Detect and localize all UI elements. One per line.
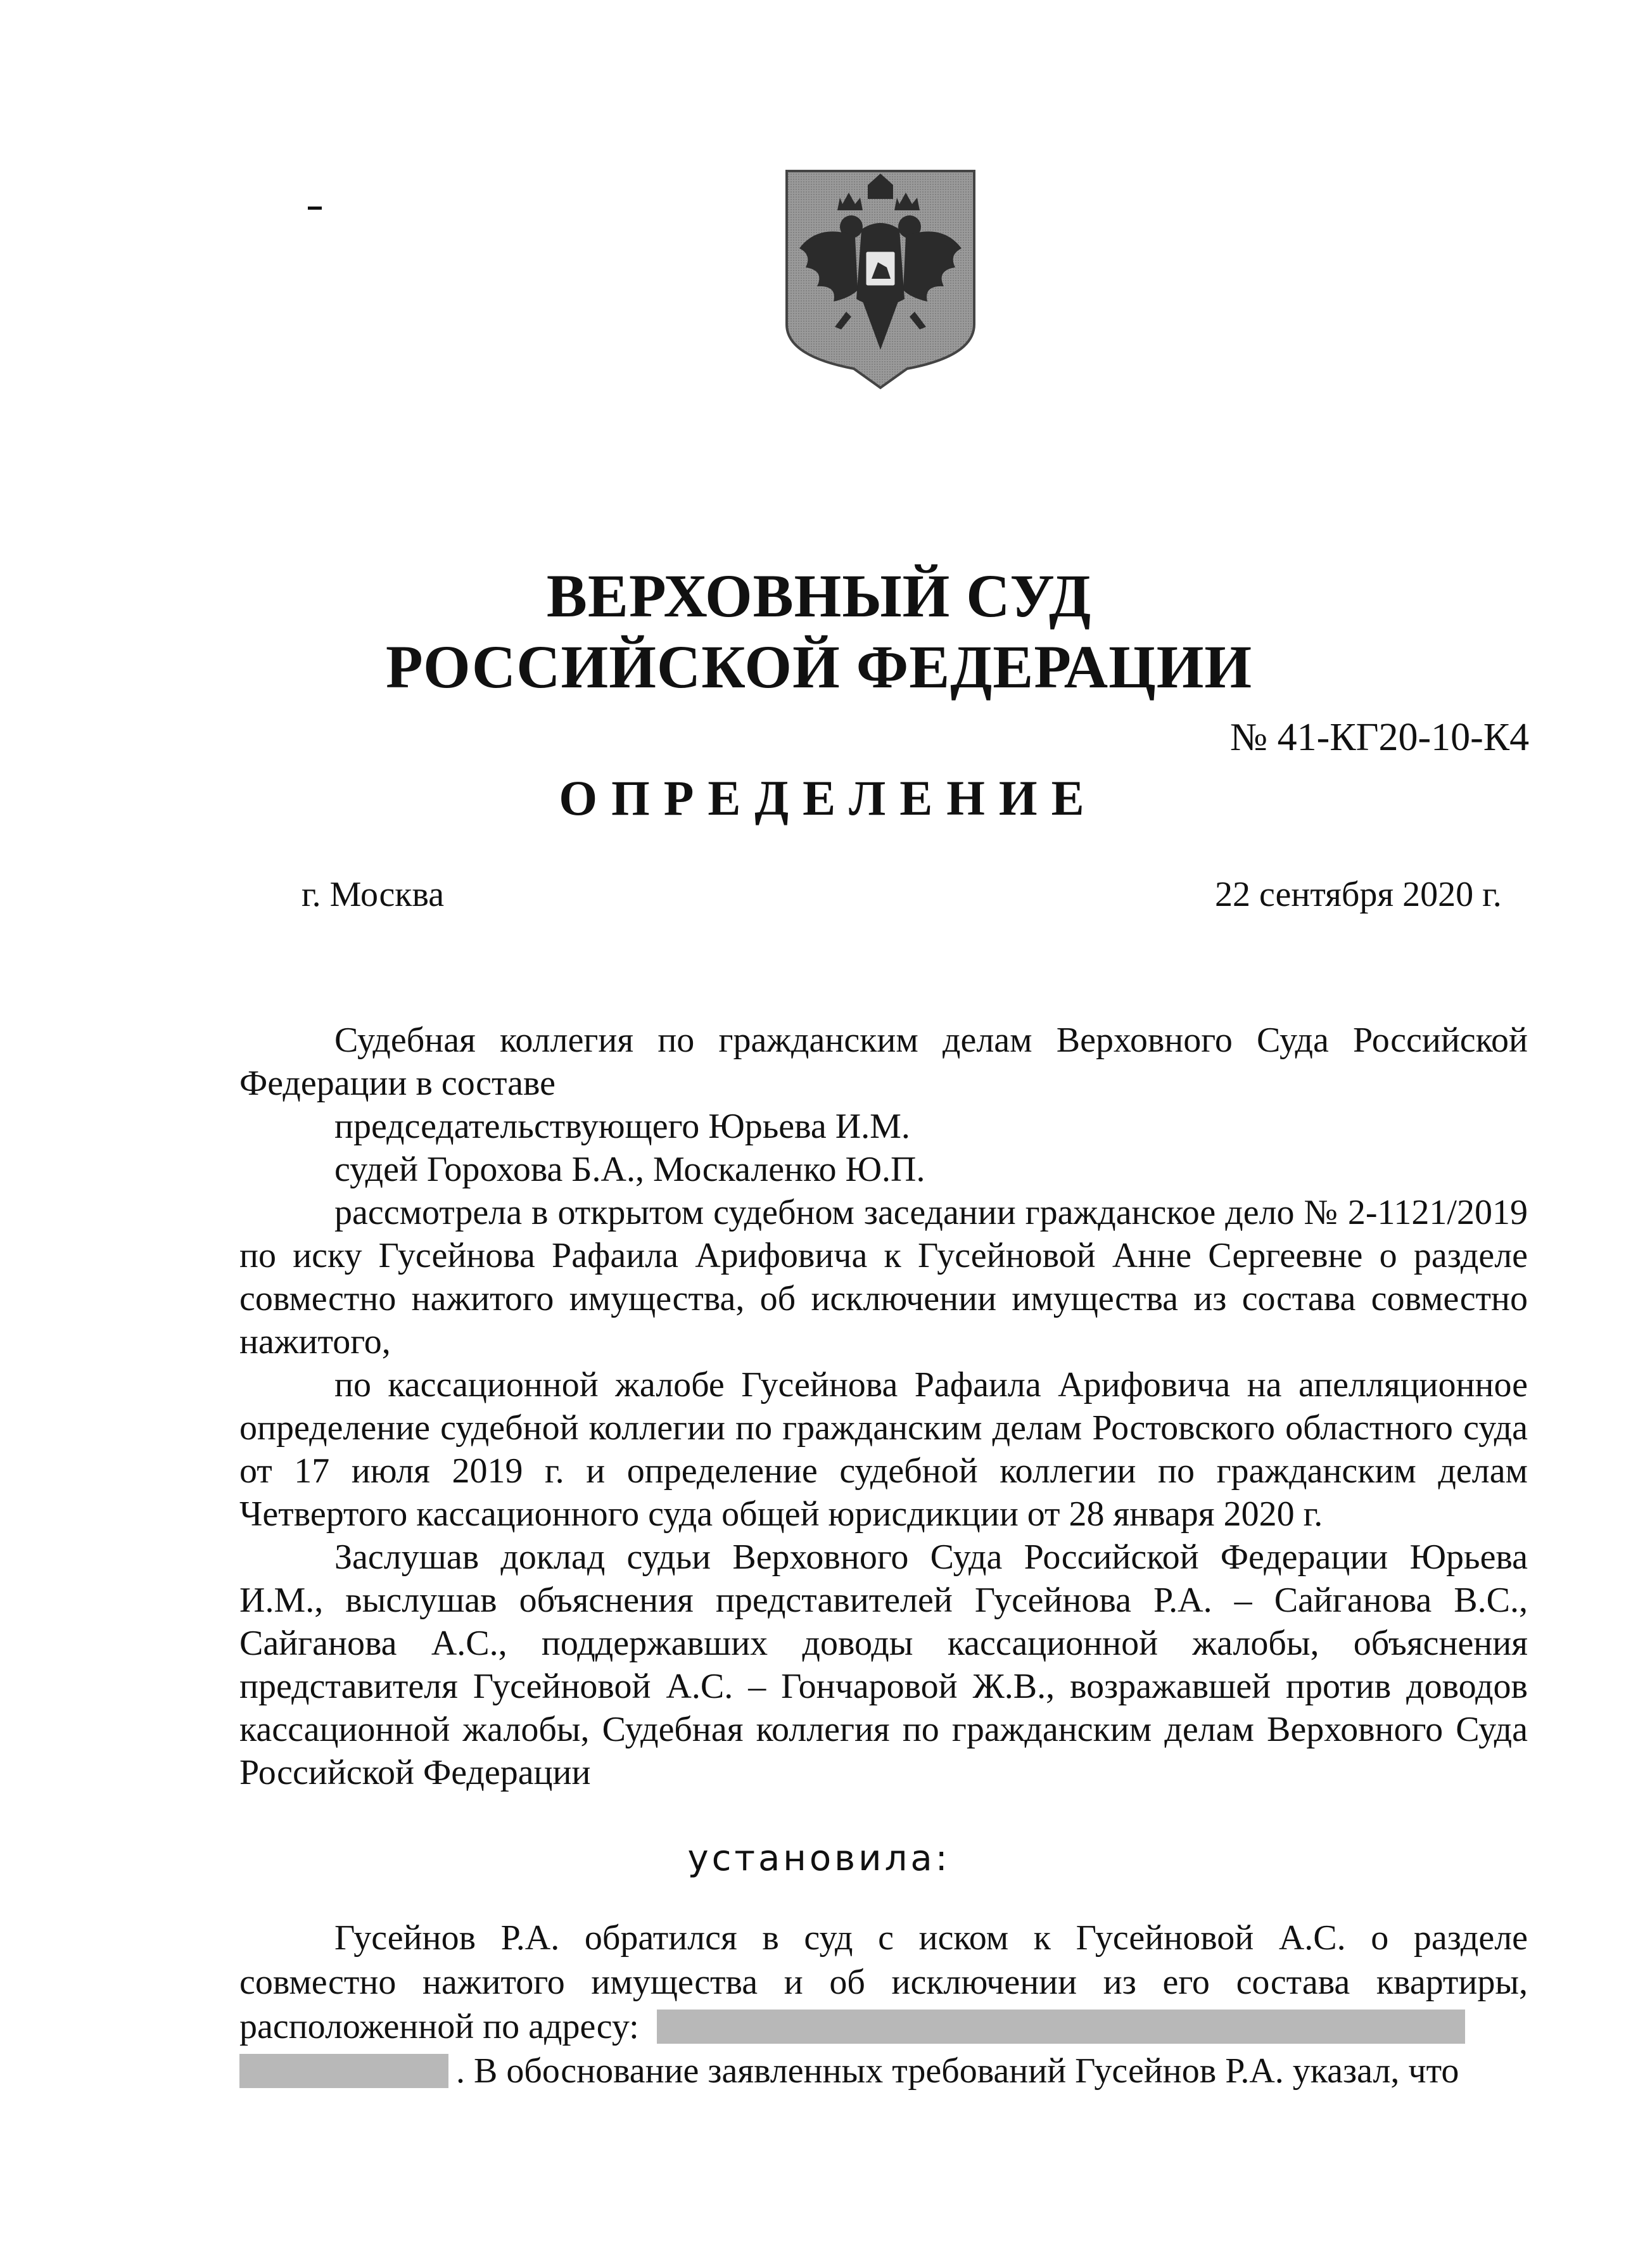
case-number: № 41-КГ20-10-К4: [1230, 716, 1530, 759]
intro-paragraph-presiding: председательствующего Юрьева И.М.: [334, 1107, 910, 1146]
claim-line-2: [239, 1960, 1528, 2004]
intro-paragraph-complaint: по кассационной жалобе Гусейнова Рафаила Арифовича на апелляционное определение судебной коллегии по гражданским делам Ростовского областного суда от 17 июля 2019 г. и определение судебной коллегии по гражданским делам Четвертого кассационного суда общей юрисдикции от 28 января 2020 г.: [239, 1365, 1528, 1534]
intro-section: [239, 1019, 1528, 1794]
section-heading-established: установила:: [687, 1838, 951, 1879]
claim-section: [239, 1916, 1528, 2093]
claim-text-1: Гусейнов Р.А. обратился в суд с иском к Гусейновой А.С. о разделе: [334, 1918, 1528, 1958]
intro-paragraph-hearing: Заслушав доклад судьи Верховного Суда Российской Федерации Юрьева И.М., выслушав объяснения представителей Гусейнова Р.А. – Сайганова В.С., Сайганова А.С., поддержавших доводы кассационной жалобы, объяснения представителя Гусейновой А.С. – Гончаровой Ж.В., возражавшей против доводов кассационной жалобы, Судебная коллегия по гражданским делам Верховного Суда Российской Федерации: [239, 1538, 1528, 1792]
intro-paragraph-composition: Судебная коллегия по гражданским делам Верховного Суда Российской Федерации в составе: [239, 1021, 1528, 1103]
intro-paragraph-case: рассмотрела в открытом судебном заседании гражданское дело № 2-1121/2019 по иску Гусейнова Рафаила Арифовича к Гусейновой Анне Сергеевне о разделе совместно нажитого имущества, об исключении имущества из состава совместно нажитого,: [239, 1193, 1528, 1361]
redacted-address-block: [657, 2010, 1465, 2044]
claim-text-2: совместно нажитого имущества и об исключении из его состава квартиры,: [239, 1963, 1528, 2002]
court-name-line2: РОССИЙСКОЙ ФЕДЕРАЦИИ: [385, 633, 1253, 701]
document-date: 22 сентября 2020 г.: [1215, 875, 1502, 914]
document-type-title: ОПРЕДЕЛЕНИЕ: [559, 770, 1098, 825]
claim-text-4: . В обоснование заявленных требований Гусейнов Р.А. указал, что: [456, 2051, 1459, 2091]
document-place: г. Москва: [302, 875, 445, 914]
claim-text-3: расположенной по адресу:: [239, 2007, 639, 2046]
russian-coat-of-arms-icon: [780, 166, 981, 390]
margin-dash-mark: [308, 207, 322, 210]
redacted-address-block-continued: [239, 2054, 448, 2088]
claim-line-4: [239, 2049, 1528, 2093]
intro-paragraph-judges: судей Горохова Б.А., Москаленко Ю.П.: [334, 1150, 925, 1189]
claim-line-1: [239, 1916, 1528, 1960]
claim-line-3: [239, 2004, 1528, 2049]
court-name-line1: ВЕРХОВНЫЙ СУД: [546, 562, 1092, 630]
